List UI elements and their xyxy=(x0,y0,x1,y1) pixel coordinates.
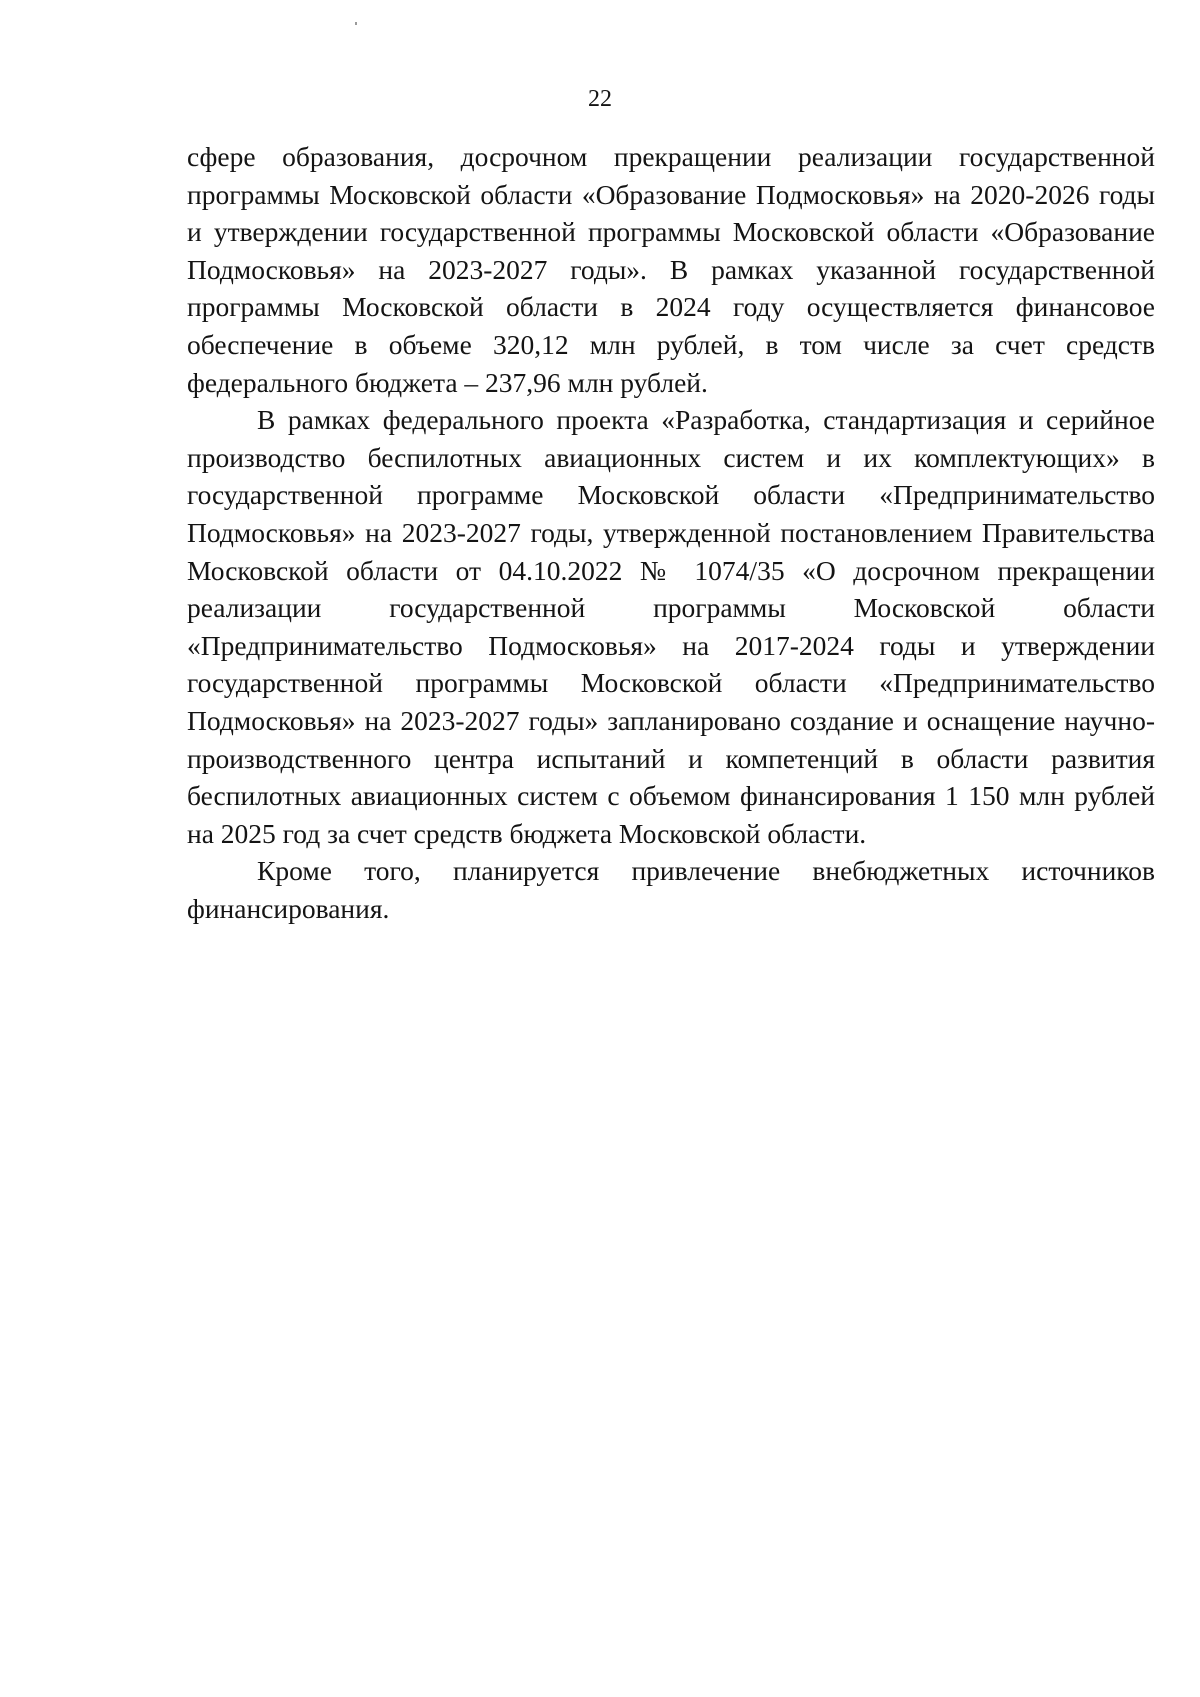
paragraph-extrabudgetary: Кроме того, планируется привлечение внебюджетных источников финансирования. xyxy=(187,855,1155,924)
paragraph-federal-project: В рамках федерального проекта «Разработка, стандартизация и серийное производство беспилотных авиационных систем и их комплектующих» в государственной программе Московской области «Предпринимательство Подмосковья» на 2023-2027 годы, утвержденной постановлением Правительства Московской области от 04.10.2022 № 1074/35 «О досрочном прекращении реализации государственной программы Московской области «Предпринимательство Подмосковья» на 2017-2024 годы и утверждении государственной программы Московской области «Предпринимательство Подмосковья» на 2023-2027 годы» запланировано создание и оснащение научно-производственного центра испытаний и компетенций в области развития беспилотных авиационных систем с объемом финансирования 1 150 млн рублей на 2025 год за счет средств бюджета Московской области. xyxy=(187,404,1155,849)
page-number: 22 xyxy=(588,86,612,112)
scan-artifact xyxy=(355,22,357,25)
paragraph-continued: сфере образования, досрочном прекращении реализации государственной программы Московской области «Образование Подмосковья» на 2020-2026 годы и утверждении государственной программы Московской области «Образование Подмосковья» на 2023-2027 годы». В рамках указанной государственной программы Московской области в 2024 году осуществляется финансовое обеспечение в объеме 320,12 млн рублей, в том числе за счет средств федерального бюджета – 237,96 млн рублей. xyxy=(187,141,1155,398)
document-body xyxy=(187,138,1155,927)
